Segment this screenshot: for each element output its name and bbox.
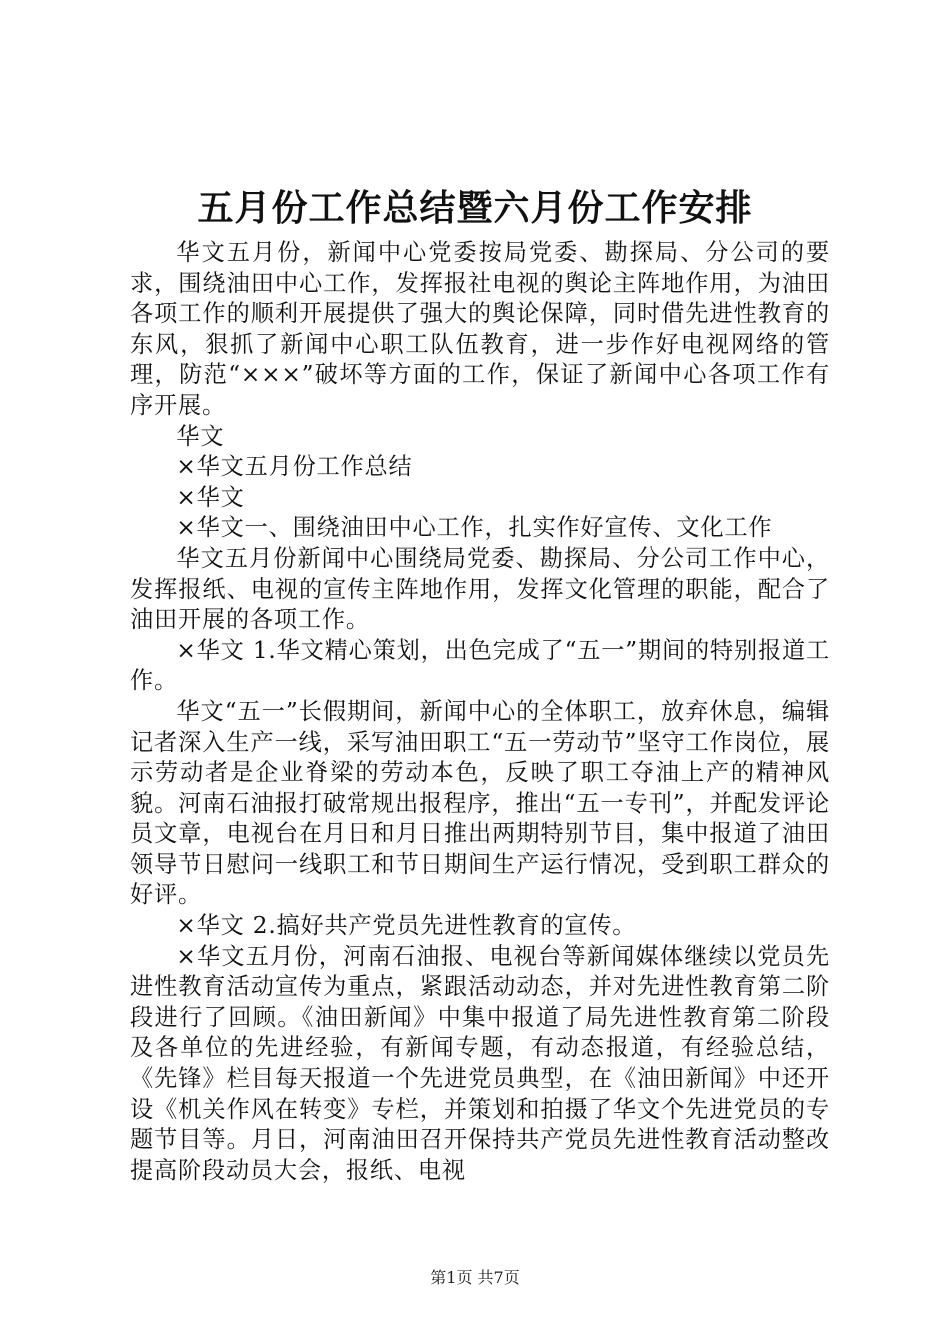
paragraph: ×华文五月份，河南石油报、电视台等新闻媒体继续以党员先进性教育活动宣传为重点，紧跟活动动态，并对先进性教育第二阶段进行了回顾。《油田新闻》中集中报道了局先进性教育第二阶段及各单位的先进经验，有新闻专题，有动态报道，有经验总结，《先锋》栏目每天报道一个先进党员典型，在《油田新闻》中还开设《机关作风在转变》专栏，并策划和拍摄了华文个先进党员的专题节目等。月日，河南油田召开保持共产党员先进性教育活动整改提高阶段动员大会，报纸、电视 bbox=[130, 942, 830, 1184]
paragraph: 华文“五一”长假期间，新闻中心的全体职工，放弃休息，编辑记者深入生产一线，采写油田职工“五一劳动节”坚守工作岗位，展示劳动者是企业脊梁的劳动本色，反映了职工夺油上产的精神风貌。河南石油报打破常规出报程序，推出“五一专刊”，并配发评论员文章，电视台在月日和月日推出两期特别节目，集中报道了油田领导节日慰问一线职工和节日期间生产运行情况，受到职工群众的好评。 bbox=[130, 697, 830, 909]
document-title: 五月份工作总结暨六月份工作安排 bbox=[197, 187, 753, 229]
section-heading: ×华文五月份工作总结 bbox=[176, 453, 413, 481]
page-footer: 第1页 共7页 bbox=[430, 1268, 520, 1287]
subsection-heading: ×华文 2.搞好共产党员先进性教育的宣传。 bbox=[176, 912, 637, 940]
paragraph-line: ×华文 bbox=[176, 483, 245, 511]
section-heading: ×华文一、围绕油田中心工作，扎实作好宣传、文化工作 bbox=[176, 514, 773, 542]
paragraph: 华文五月份新闻中心围绕局党委、勘探局、分公司工作中心，发挥报纸、电视的宣传主阵地作用，发挥文化管理的职能，配合了油田开展的各项工作。 bbox=[130, 544, 830, 634]
subsection-heading: ×华文 1.华文精心策划，出色完成了“五一”期间的特别报道工作。 bbox=[130, 636, 830, 695]
paragraph-intro: 华文五月份，新闻中心党委按局党委、勘探局、分公司的要求，围绕油田中心工作，发挥报社电视的舆论主阵地作用，为油田各项工作的顺利开展提供了强大的舆论保障，同时借先进性教育的东风，狠抓了新闻中心职工队伍教育，进一步作好电视网络的管理，防范“×××”破坏等方面的工作，保证了新闻中心各项工作有序开展。 bbox=[130, 239, 830, 419]
paragraph-line: 华文 bbox=[176, 422, 225, 450]
document-body bbox=[130, 238, 830, 1186]
